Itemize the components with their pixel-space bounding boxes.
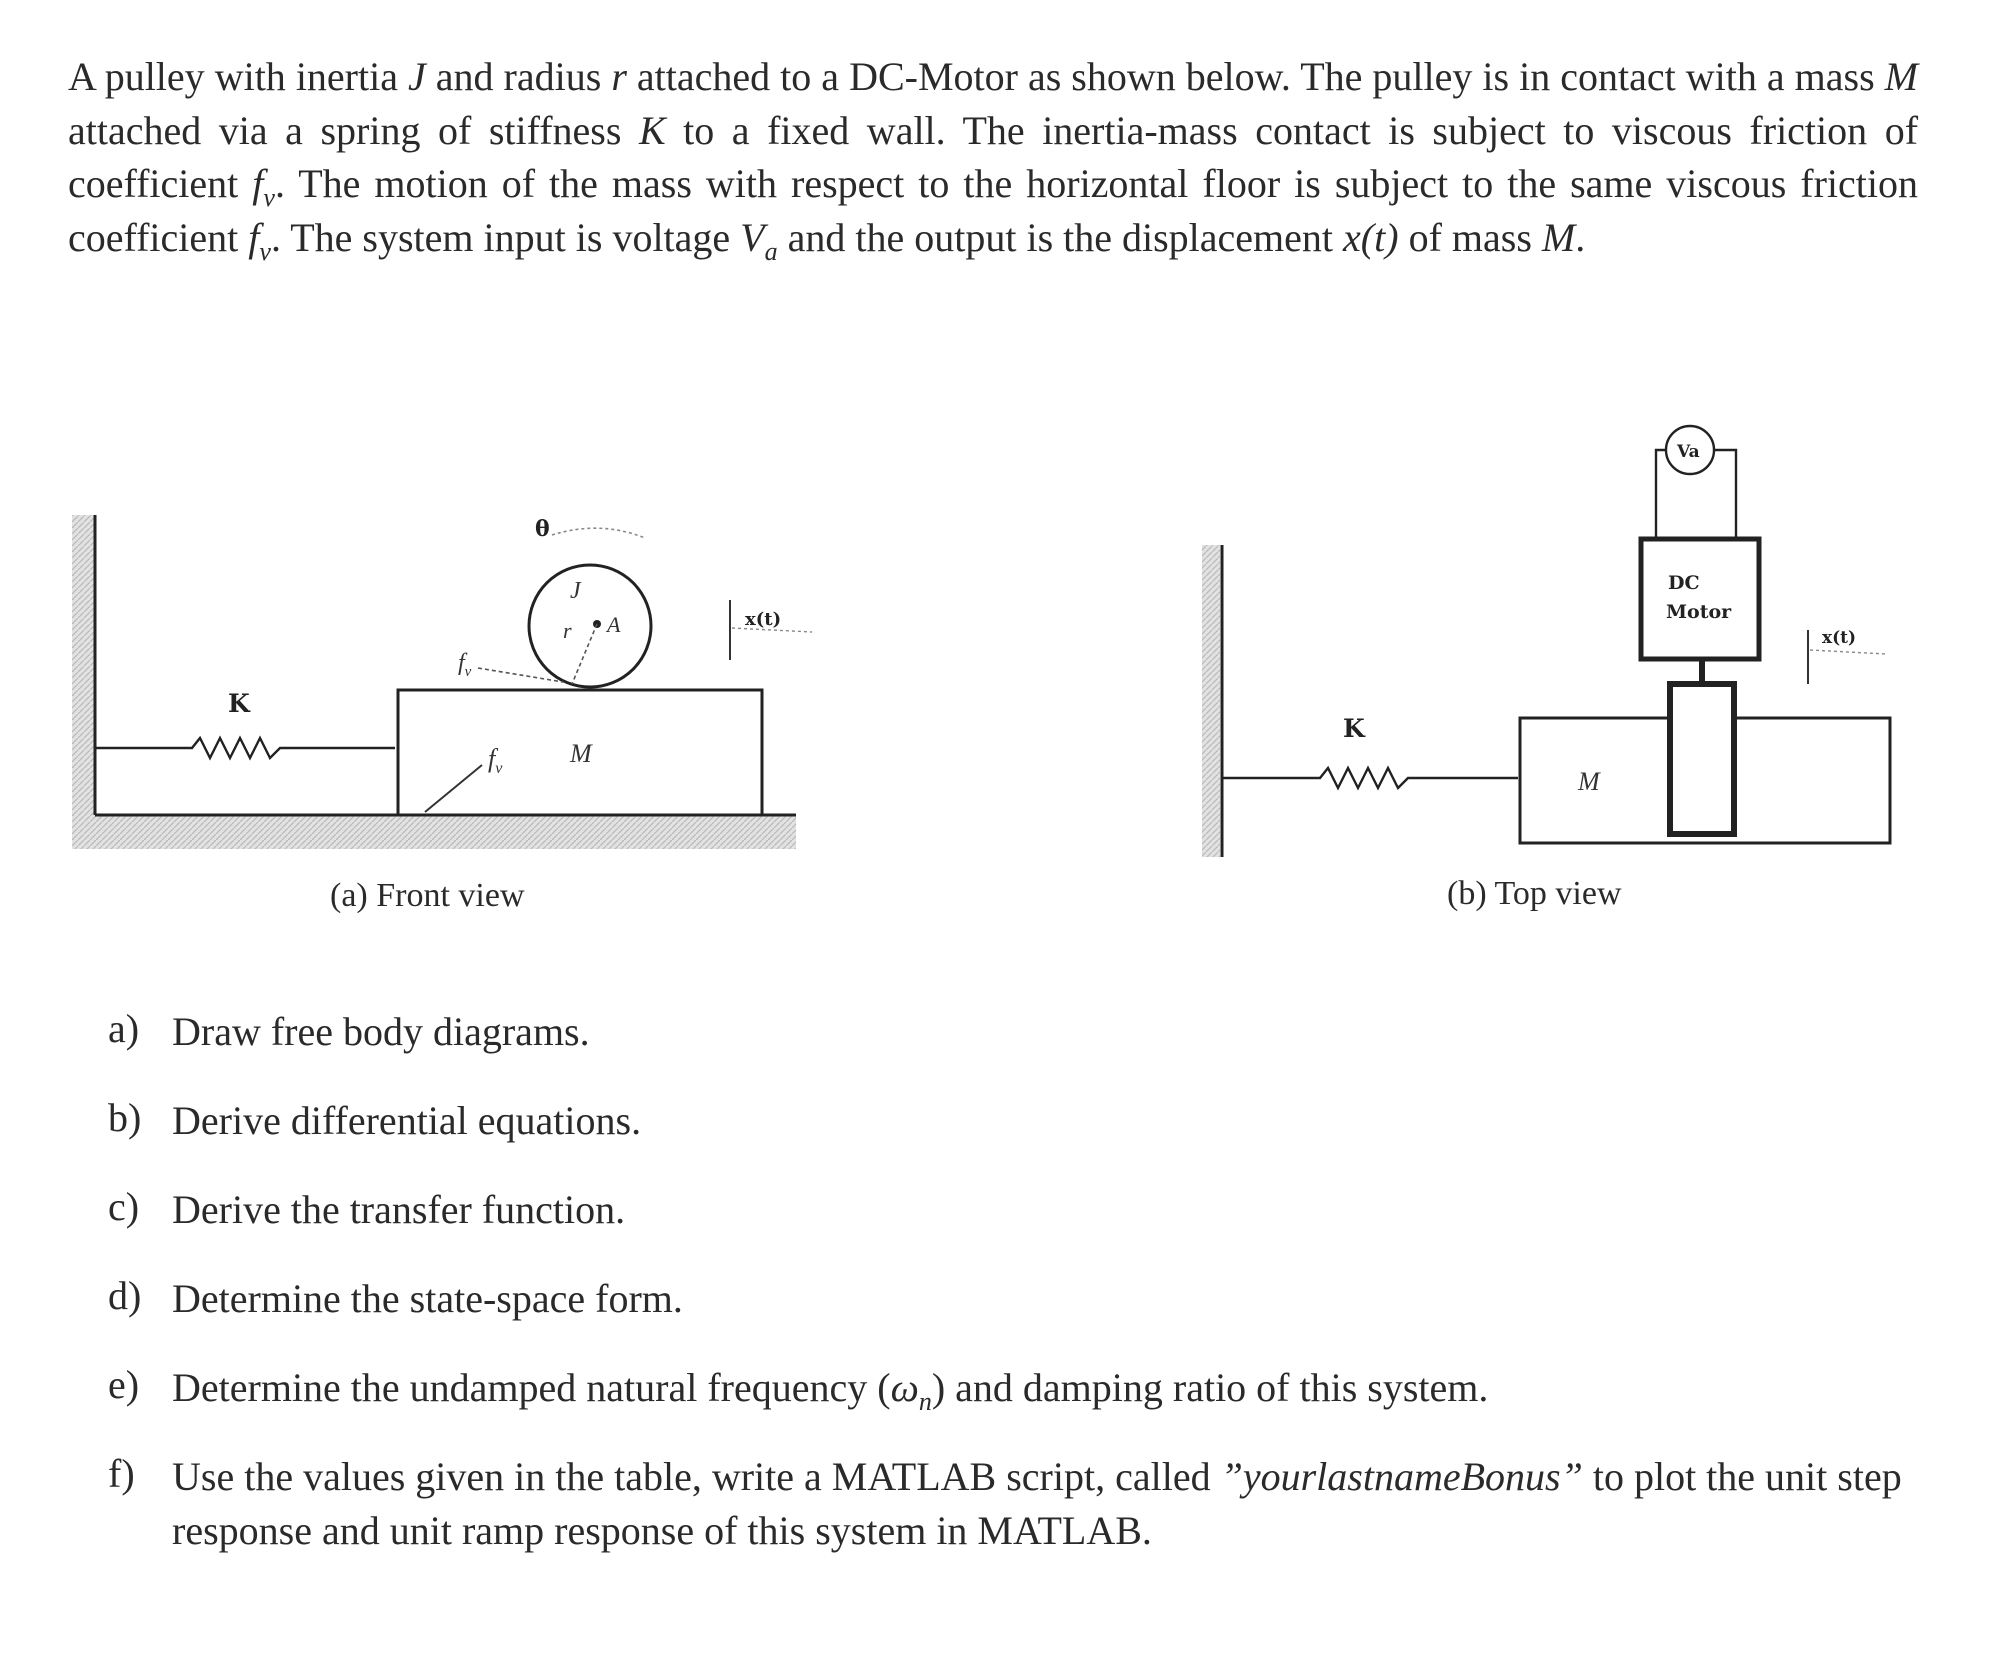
pulley-inertia-label: J (570, 578, 581, 604)
front-view-figure (72, 515, 812, 914)
center-label: A (607, 612, 621, 637)
displacement-label: x(t) (745, 609, 782, 630)
motor-wire (1656, 450, 1665, 539)
angle-label: θ (535, 516, 550, 542)
motor-wire-right (1715, 450, 1736, 539)
problem-statement: A pulley with inertia J and radius r attached to a DC-Motor as shown below. The pulley is in contact with a mass M attached via a spring of stiffness K to a fixed wall. The inertia-mass contact is subject to viscous friction of coefficient $f_v$. The motion of the mass with respect to the horizontal floor is subject to the same viscous friction coefficient $f_v$. The system input is voltage $V_a$ and the output is the displacement x(t) of mass M. (68, 54, 1919, 266)
motor-shaft (1670, 684, 1734, 834)
floor-hatch (72, 815, 796, 849)
pulley (529, 565, 651, 687)
floor-friction-label: $f_v$ (488, 744, 503, 777)
front-view-caption: (a) Front view (330, 877, 525, 914)
spring-label: K (228, 689, 250, 718)
top-view-figure (1202, 426, 1890, 912)
spring-top (1222, 768, 1518, 788)
mass-label-top: M (1578, 767, 1600, 796)
spring (95, 738, 395, 758)
wall-hatch (72, 515, 94, 827)
contact-friction-label: $f_v$ (458, 650, 472, 680)
spring-label-top: K (1343, 714, 1365, 743)
mass-label: M (570, 739, 592, 768)
angle-arrow (552, 528, 645, 538)
motor-label-line2: Motor (1666, 601, 1732, 623)
voltage-label: Va (1677, 442, 1700, 462)
radius-label: r (563, 618, 572, 643)
wall-hatch-top (1202, 545, 1220, 857)
displacement-arrow-top (1810, 650, 1886, 654)
displacement-label-top: x(t) (1822, 628, 1857, 648)
motor-label-line1: DC (1668, 572, 1700, 594)
dc-motor-box (1641, 539, 1759, 659)
top-view-caption: (b) Top view (1447, 875, 1622, 912)
